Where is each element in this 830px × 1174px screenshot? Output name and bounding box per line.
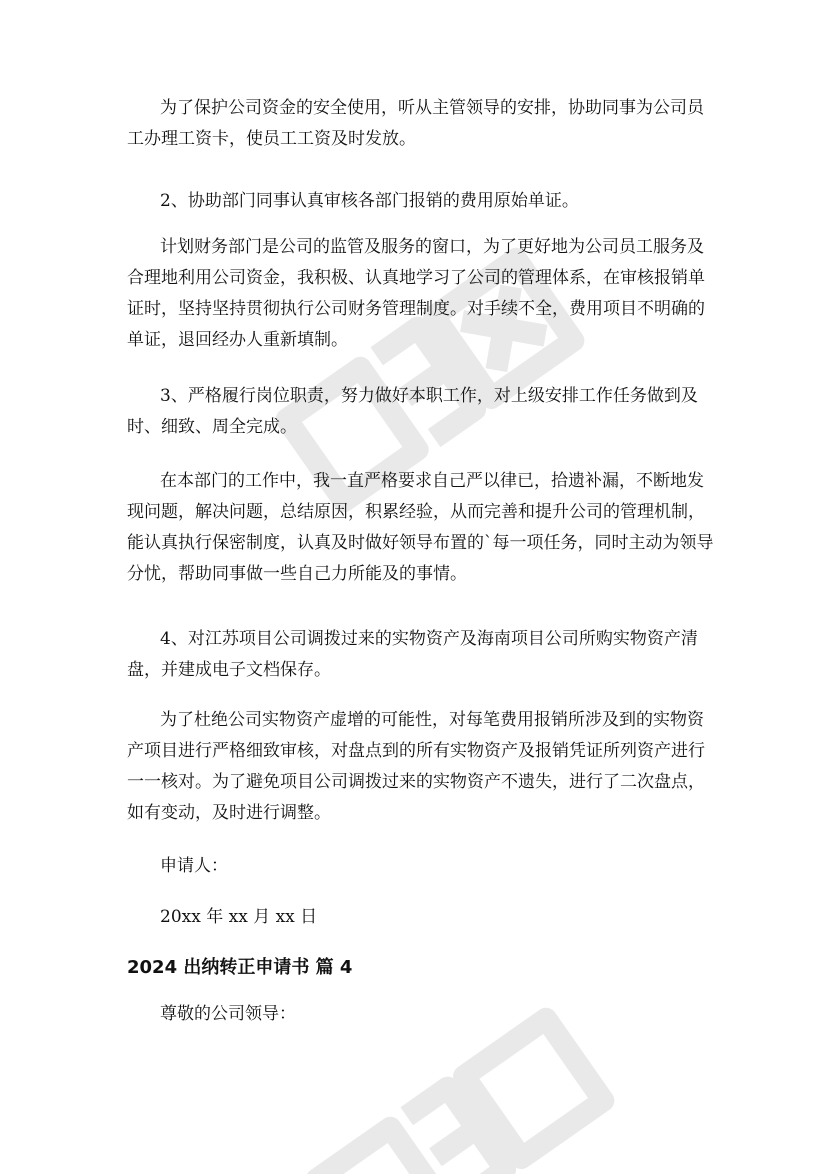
text-line: 能认真执行保密制度，认真及时做好领导布置的`每一项任务，同时主动为领导 — [127, 533, 714, 553]
paragraph-7 — [127, 705, 707, 829]
text-line: 为了杜绝公司实物资产虚增的可能性，对每笔费用报销所涉及到的实物资 — [160, 710, 704, 730]
text-line: 4、对江苏项目公司调拨过来的实物资产及海南项目公司所购实物资产清 — [160, 629, 698, 649]
paragraph-4 — [127, 381, 707, 443]
paragraph-1 — [127, 93, 707, 155]
text-line: 2、协助部门同事认真审核各部门报销的费用原始单证。 — [160, 191, 579, 211]
paragraph-3 — [127, 232, 707, 356]
text-line: 时、细致、周全完成。 — [127, 417, 297, 437]
text-line: 在本部门的工作中，我一直严格要求自己严以律已，拾遗补漏，不断地发 — [160, 471, 704, 491]
text-line: 3、严格履行岗位职责，努力做好本职工作，对上级安排工作任务做到及 — [160, 386, 698, 406]
text-line: 盘，并建成电子文档保存。 — [127, 660, 331, 680]
text-line: 如有变动，及时进行调整。 — [127, 803, 331, 823]
text-line: 产项目进行严格细致审核，对盘点到的所有实物资产及报销凭证所列资产进行 — [127, 741, 705, 761]
text-line: 单证，退回经办人重新填制。 — [127, 330, 348, 350]
applicant-label — [127, 851, 707, 882]
text-line: 尊敬的公司领导： — [160, 1004, 296, 1024]
text-line: 20xx 年 xx 月 xx 日 — [160, 907, 318, 927]
salutation — [127, 999, 707, 1030]
section-heading: 2024 出纳转正申请书 篇 4 — [127, 957, 353, 978]
date-line — [127, 902, 707, 933]
text-line: 计划财务部门是公司的监管及服务的窗口，为了更好地为公司员工服务及 — [160, 237, 704, 257]
text-line: 证时，坚持坚持贯彻执行公司财务管理制度。对手续不全，费用项目不明确的 — [127, 299, 705, 319]
paragraph-5 — [127, 466, 714, 590]
text-line: 一一核对。为了避免项目公司调拨过来的实物资产不遗失，进行了二次盘点， — [127, 772, 705, 792]
paragraph-6 — [127, 624, 707, 686]
text-line: 工办理工资卡，使员工工资及时发放。 — [127, 129, 416, 149]
text-line: 申请人： — [160, 856, 228, 876]
text-line: 合理地利用公司资金，我积极、认真地学习了公司的管理体系，在审核报销单 — [127, 268, 705, 288]
text-line: 为了保护公司资金的安全使用，听从主管领导的安排，协助同事为公司员 — [160, 98, 704, 118]
text-line: 现问题，解决问题，总结原因，积累经验，从而完善和提升公司的管理机制， — [127, 502, 705, 522]
paragraph-2 — [127, 186, 707, 217]
text-line: 分忧，帮助同事做一些自己力所能及的事情。 — [127, 564, 467, 584]
